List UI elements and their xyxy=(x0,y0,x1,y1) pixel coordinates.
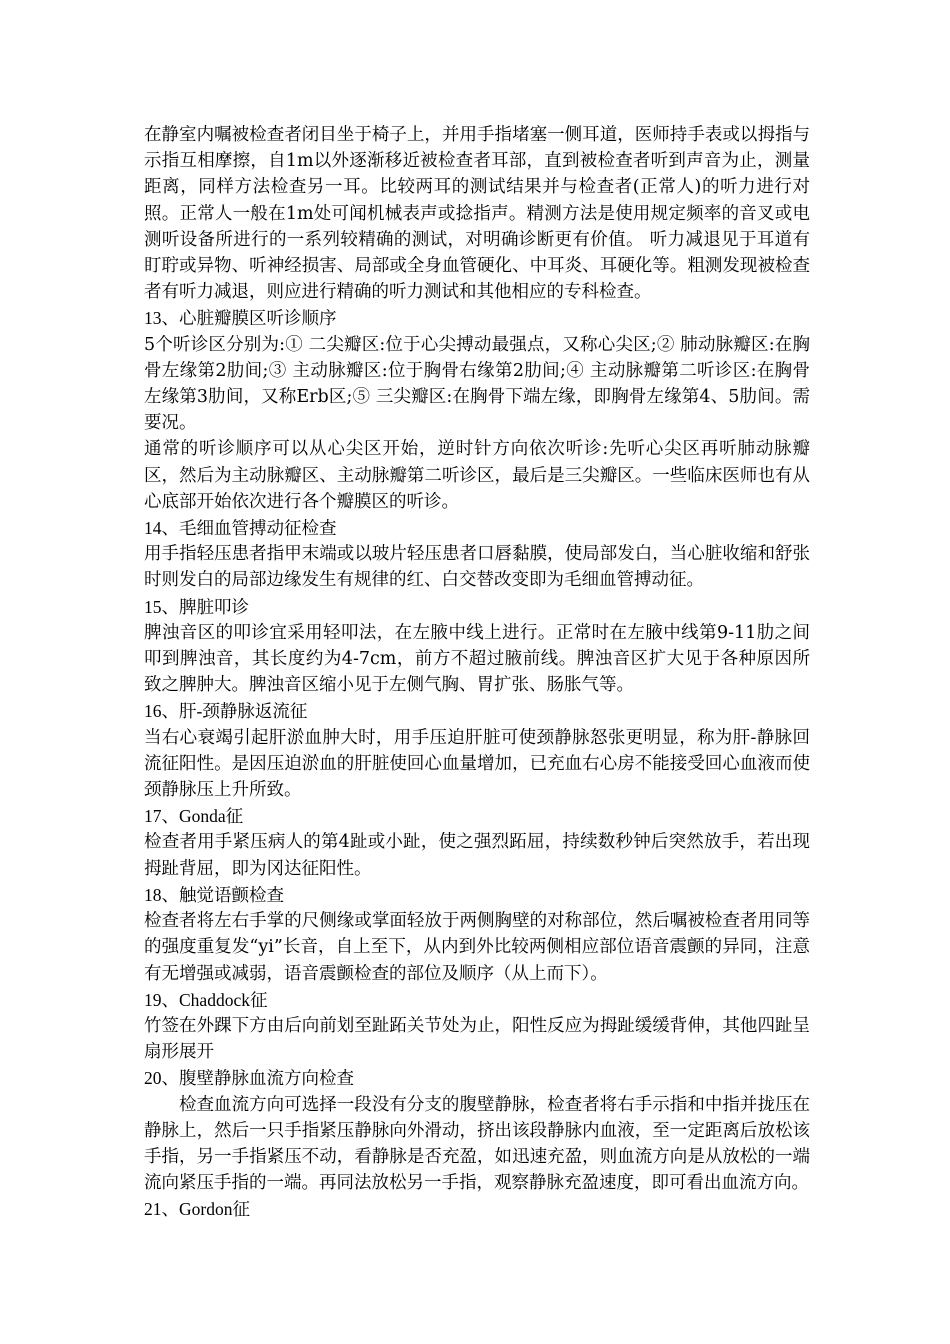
section-heading-18: 18、触觉语颤检查 xyxy=(144,884,284,905)
document-page xyxy=(144,122,810,1223)
section-heading-21: 21、Gordon征 xyxy=(144,1199,250,1220)
section-heading-15: 15、脾脏叩诊 xyxy=(144,596,249,617)
section-heading-16: 16、肝-颈静脉返流征 xyxy=(144,701,308,722)
spleen-percussion-paragraph: 脾浊音区的叩诊宜采用轻叩法，在左腋中线上进行。正常时在左腋中线第9-11肋之间叩到脾浊音，其长度约为4-7cm，前方不超过腋前线。脾浊音区扩大见于各种原因所致之脾肿大。脾浊音区缩小见于左侧气胸、胃扩张、肠胀气等。 xyxy=(144,622,810,696)
section-heading-14: 14、毛细血管搏动征检查 xyxy=(144,518,337,539)
auscultation-order-paragraph: 通常的听诊顺序可以从心尖区开始，逆时针方向依次听诊:先听心尖区再听肺动脉瓣区，然后为主动脉瓣区、主动脉瓣第二听诊区，最后是三尖瓣区。一些临床医师也有从心底部开始依次进行各个瓣膜区的听诊。 xyxy=(144,439,810,512)
capillary-pulse-paragraph: 用手指轻压患者指甲末端或以玻片轻压患者口唇黏膜，使局部发白，当心脏收缩和舒张时则发白的局部边缘发生有规律的红、白交替改变即为毛细血管搏动征。 xyxy=(144,544,810,591)
section-heading-19: 19、Chaddock征 xyxy=(144,989,268,1010)
auscultation-areas-paragraph: 5个听诊区分别为:① 二尖瓣区:位于心尖搏动最强点，又称心尖区;② 肺动脉瓣区:在胸骨左缘第2肋间;③ 主动脉瓣区:位于胸骨右缘第2肋间;④ 主动脉瓣第二听诊区:在胸骨左缘第3肋间，又称Erb区;⑤ 三尖瓣区:在胸骨下端左缘，即胸骨左缘第4、5肋间。需要况。 xyxy=(144,334,810,434)
gonda-sign-paragraph: 检查者用手紧压病人的第4趾或小趾，使之强烈跖屈，持续数秒钟后突然放手，若出现拇趾背屈，即为冈达征阳性。 xyxy=(144,832,810,879)
section-heading-17: 17、Gonda征 xyxy=(144,806,244,827)
vein-flow-paragraph: 检查血流方向可选择一段没有分支的腹壁静脉，检查者将右手示指和中指并拢压在静脉上，然后一只手指紧压静脉向外滑动，挤出该段静脉内血液，至一定距离后放松该手指，另一手指紧压不动，看静脉是否充盈，如迅速充盈，则血流方向是从放松的一端流向紧压手指的一端。再同法放松另一手指，观察静脉充盈速度，即可看出血流方向。 xyxy=(144,1094,810,1194)
section-heading-13: 13、心脏瓣膜区听诊顺序 xyxy=(144,308,337,329)
hepatojugular-reflux-paragraph: 当右心衰竭引起肝淤血肿大时，用手压迫肝脏可使颈静脉怒张更明显，称为肝-静脉回流征阳性。是因压迫淤血的肝脏使回心血量增加，已充血右心房不能接受回心血液而使颈静脉压上升所致。 xyxy=(144,727,810,801)
tactile-fremitus-paragraph: 检查者将左右手掌的尺侧缘或掌面轻放于两侧胸壁的对称部位，然后嘱被检查者用同等的强度重复发“yi”长音，自上至下，从内到外比较两侧相应部位语音震颤的异同，注意有无增强或减弱，语音震颤检查的部位及顺序（从上而下）。 xyxy=(144,911,810,984)
section-heading-20: 20、腹壁静脉血流方向检查 xyxy=(144,1068,354,1089)
chaddock-sign-paragraph: 竹签在外踝下方由后向前划至趾跖关节处为止，阳性反应为拇趾缓缓背伸，其他四趾呈扇形展开 xyxy=(144,1015,810,1063)
hearing-test-paragraph: 在静室内嘱被检查者闭目坐于椅子上，并用手指堵塞一侧耳道，医师持手表或以拇指与示指互相摩擦，自1m以外逐渐移近被检查者耳部，直到被检查者听到声音为止，测量距离，同样方法检查另一耳。比较两耳的测试结果并与检查者(正常人)的听力进行对照。正常人一般在1m处可闻机械表声或捻指声。精测方法是使用规定频率的音叉或电测听设备所进行的一系列较精确的测试，对明确诊断更有价值。 听力减退见于耳道有盯聍或异物、听神经损害、局部或全身血管硬化、中耳炎、耳硬化等。粗测发现被检查者有听力减退，则应进行精确的听力测试和其他相应的专科检查。 xyxy=(144,125,810,303)
